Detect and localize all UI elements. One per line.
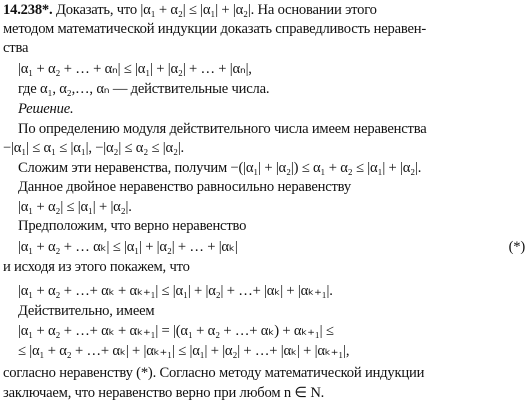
indeed-text: Действительно, имеем bbox=[18, 303, 155, 319]
solution-line-4: Данное двойное неравенство равносильно неравенству bbox=[18, 179, 351, 195]
conclusion-line-1: согласно неравенству (*). Согласно методу математической индукции bbox=[3, 365, 425, 381]
problem-statement-line-2: методом математической индукции доказать справедливость неравен- bbox=[3, 21, 426, 37]
solution-line-2: −|α₁| ≤ α₁ ≤ |α₁|, −|α₂| ≤ α₂ ≤ |α₂|. bbox=[3, 140, 185, 156]
chain-line-1: |α₁ + α₂ + …+ αₖ + αₖ₊₁| = |(α₁ + α₂ + …+ αₖ) + αₖ₊₁| ≤ bbox=[18, 323, 334, 339]
solution-line-3: Сложим эти неравенства, получим −(|α₁| + |α₂|) ≤ α₁ + α₂ ≤ |α₁| + |α₂|. bbox=[18, 160, 422, 176]
problem-number: 14.238*. bbox=[3, 2, 53, 18]
chain-line-2: ≤ |α₁ + α₂ + …+ αₖ| + |αₖ₊₁| ≤ |α₁| + |α₂| + …+ |αₖ| + |αₖ₊₁|, bbox=[18, 343, 350, 359]
solution-line-6: Предположим, что верно неравенство bbox=[18, 218, 247, 234]
problem-statement-line-3: ства bbox=[3, 40, 29, 56]
show-intro: и исходя из этого покажем, что bbox=[3, 259, 190, 275]
variables-definition: где α₁, α₂,…, αₙ — действительные числа. bbox=[18, 81, 270, 97]
solution-line-1: По определению модуля действительного числа имеем неравенства bbox=[18, 121, 427, 137]
conclusion-line-2: заключаем, что неравенство верно при любом n ∈ N. bbox=[3, 385, 325, 401]
target-inequality: |α₁ + α₂ + … + αₙ| ≤ |α₁| + |α₂| + … + |αₙ|, bbox=[18, 61, 252, 77]
problem-statement-text: Доказать, что |α₁ + α₂| ≤ |α₁| + |α₂|. На основании этого bbox=[55, 2, 377, 18]
equation-marker: (*) bbox=[508, 239, 525, 255]
solution-line-5: |α₁ + α₂| ≤ |α₁| + |α₂|. bbox=[18, 199, 132, 215]
induction-hypothesis: |α₁ + α₂ + … αₖ| ≤ |α₁| + |α₂| + … + |αₖ| bbox=[18, 239, 238, 255]
solution-heading: Решение. bbox=[18, 101, 74, 117]
induction-step-inequality: |α₁ + α₂ + …+ αₖ + αₖ₊₁| ≤ |α₁| + |α₂| + …+ |αₖ| + |αₖ₊₁|. bbox=[18, 283, 333, 299]
problem-statement-line-1 bbox=[3, 1, 377, 20]
